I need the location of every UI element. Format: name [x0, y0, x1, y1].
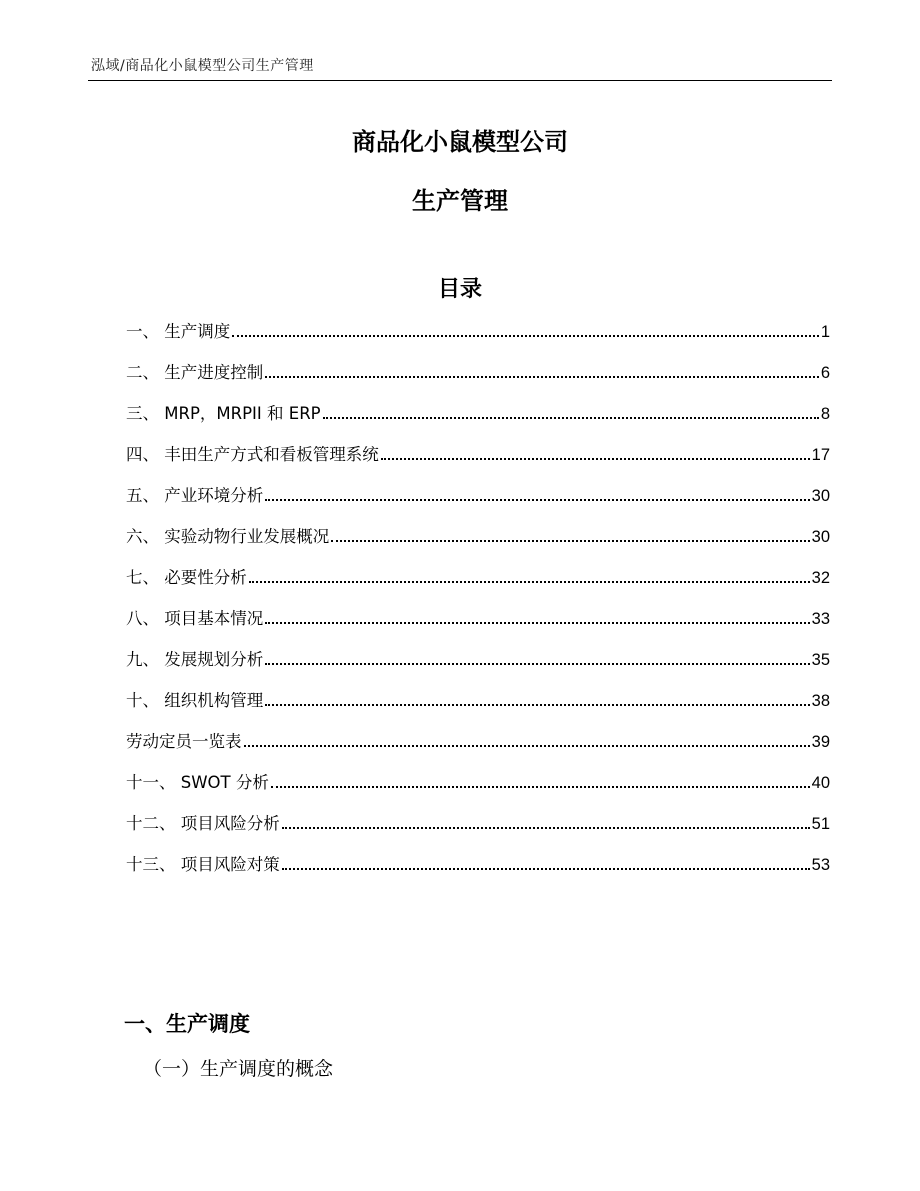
- toc-entry-label: 十、 组织机构管理: [126, 691, 264, 710]
- toc-entry-label: 九、 发展规划分析: [126, 650, 264, 669]
- running-header: 泓域/商品化小鼠模型公司生产管理: [91, 58, 314, 74]
- table-of-contents: [126, 318, 830, 892]
- toc-entry-page: 33: [811, 610, 830, 628]
- toc-entry-page: 30: [811, 487, 830, 505]
- toc-entry-label: 六、 实验动物行业发展概况: [126, 527, 330, 546]
- toc-entry-page: 6: [820, 364, 830, 382]
- document-subtitle: 生产管理: [412, 187, 508, 215]
- toc-leader-dots: [232, 335, 819, 337]
- toc-entry-page: 32: [811, 569, 830, 587]
- header-divider: [88, 80, 832, 81]
- toc-entry-label: 五、 产业环境分析: [126, 486, 264, 505]
- toc-entry[interactable]: [126, 482, 830, 523]
- toc-leader-dots: [265, 663, 809, 665]
- toc-heading: 目录: [437, 277, 482, 302]
- toc-entry-page: 30: [811, 528, 830, 546]
- toc-entry[interactable]: [126, 851, 830, 892]
- toc-entry[interactable]: [126, 810, 830, 851]
- toc-entry-page: 39: [811, 733, 830, 751]
- toc-entry-page: 8: [820, 405, 830, 423]
- toc-leader-dots: [323, 417, 819, 419]
- toc-entry[interactable]: [126, 523, 830, 564]
- document-title: 商品化小鼠模型公司: [352, 128, 568, 156]
- toc-entry-label: 四、 丰田生产方式和看板管理系统: [126, 445, 379, 464]
- toc-entry-page: 35: [811, 651, 830, 669]
- toc-entry-label: 十三、 项目风险对策: [126, 855, 280, 874]
- toc-entry-page: 1: [820, 323, 830, 341]
- toc-entry-page: 38: [811, 692, 830, 710]
- toc-leader-dots: [244, 745, 810, 747]
- toc-leader-dots: [249, 581, 810, 583]
- toc-entry[interactable]: [126, 646, 830, 687]
- toc-entry-label: 八、 项目基本情况: [126, 609, 264, 628]
- toc-leader-dots: [265, 499, 809, 501]
- toc-entry-label: 十二、 项目风险分析: [126, 814, 280, 833]
- toc-leader-dots: [265, 376, 819, 378]
- toc-entry[interactable]: [126, 687, 830, 728]
- toc-entry[interactable]: [126, 359, 830, 400]
- toc-entry-page: 53: [811, 856, 830, 874]
- toc-leader-dots: [381, 458, 810, 460]
- toc-entry-label: 三、 MRP，MRPII 和 ERP: [126, 404, 321, 423]
- toc-entry-label: 二、 生产进度控制: [126, 363, 264, 382]
- toc-leader-dots: [331, 540, 809, 542]
- toc-entry[interactable]: [126, 400, 830, 441]
- toc-entry-label: 七、 必要性分析: [126, 568, 247, 587]
- toc-entry-label: 劳动定员一览表: [126, 732, 242, 751]
- toc-leader-dots: [271, 786, 810, 788]
- toc-entry[interactable]: [126, 605, 830, 646]
- toc-entry[interactable]: [126, 769, 830, 810]
- toc-leader-dots: [265, 622, 809, 624]
- toc-entry[interactable]: [126, 728, 830, 769]
- toc-leader-dots: [265, 704, 809, 706]
- toc-entry-page: 17: [811, 446, 830, 464]
- toc-entry-label: 一、 生产调度: [126, 322, 231, 341]
- toc-leader-dots: [282, 827, 810, 829]
- toc-entry-page: 51: [811, 815, 830, 833]
- subsection-heading: （一）生产调度的概念: [143, 1058, 334, 1080]
- toc-entry[interactable]: [126, 441, 830, 482]
- toc-entry-label: 十一、 SWOT 分析: [126, 773, 269, 792]
- toc-entry-page: 40: [811, 774, 830, 792]
- section-heading: 一、生产调度: [124, 1012, 250, 1036]
- toc-entry[interactable]: [126, 564, 830, 605]
- toc-entry[interactable]: [126, 318, 830, 359]
- toc-leader-dots: [282, 868, 810, 870]
